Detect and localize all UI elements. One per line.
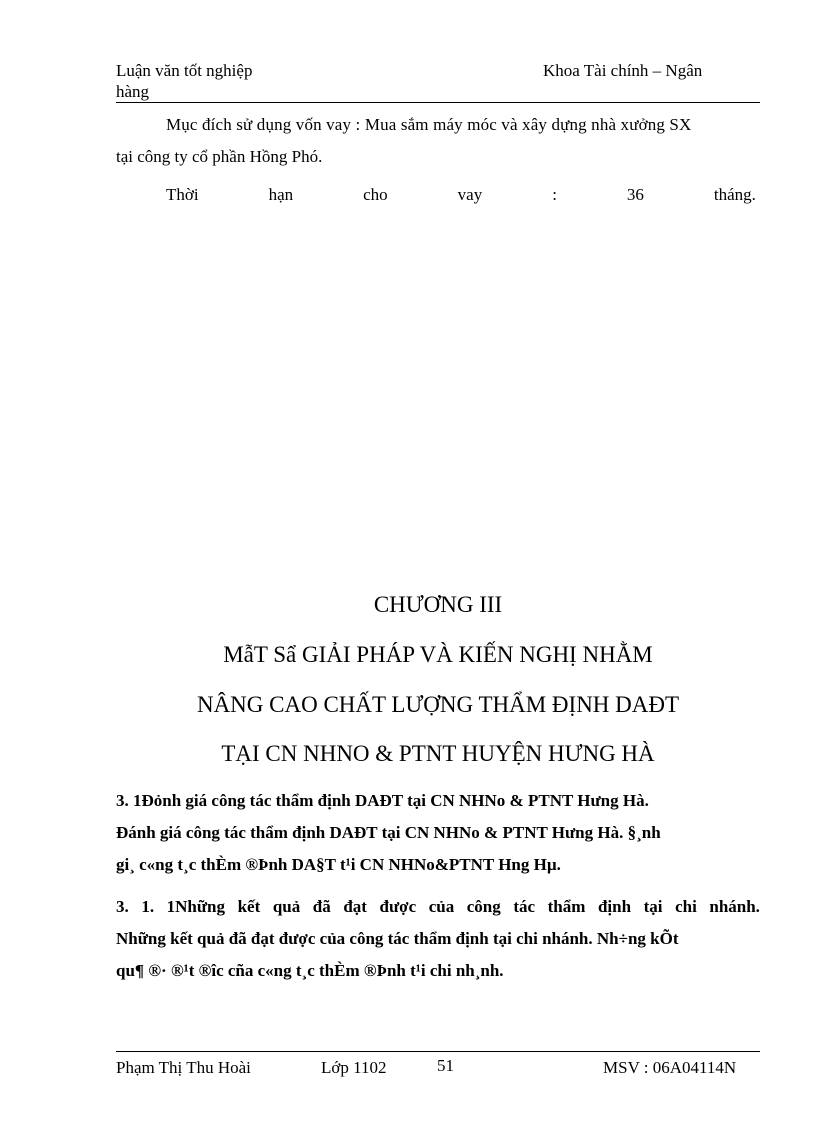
heading-word: chi	[675, 897, 697, 916]
footer-class: Lớp 1102	[321, 1058, 387, 1077]
heading-word: 1.	[141, 897, 155, 916]
header-left-line2: hàng	[116, 82, 150, 101]
section-3-1-1-heading	[116, 896, 760, 918]
heading-word: công	[466, 897, 501, 916]
purpose-line-2: tại công ty cổ phần Hồng Phó.	[116, 147, 323, 166]
heading-word: 3.	[116, 897, 129, 916]
chapter-title-line1: MẫT Sẩ GIẢI PHÁP VÀ KIẾN NGHỊ NHẰM	[223, 642, 653, 667]
section-3-1-heading: 3. 1Đỏnh giá công tác thẩm định DAĐT tại CN NHNo & PTNT Hưng Hà.	[116, 791, 649, 810]
purpose-text-1: Mục đích sử dụng vốn vay : Mua sắm máy móc và xây dựng nhà xưởng SX	[166, 115, 692, 134]
footer-rule	[116, 1051, 760, 1052]
term-word: cho	[363, 185, 388, 204]
term-word: hạn	[268, 185, 294, 204]
footer-page-number: 51	[437, 1056, 454, 1075]
heading-word: của	[428, 897, 455, 916]
heading-word: định	[597, 897, 632, 916]
heading-word: đạt	[343, 897, 367, 916]
header-left-line1: Luận văn tốt nghiệp	[116, 61, 253, 80]
term-word: :	[552, 185, 557, 204]
heading-word: được	[379, 897, 417, 916]
heading-word: tại	[643, 897, 663, 916]
term-word: 36	[626, 185, 644, 204]
section-3-1-line3: gi¸ c«ng t¸c thÈm ®Þnh DA§T t¹i CN NHNo&PTNT Hng Hµ.	[116, 855, 561, 874]
term-word: Thời	[166, 185, 199, 204]
heading-word: kết	[237, 897, 261, 916]
heading-word: thẩm	[547, 897, 586, 916]
section-3-1-1-line2: Những kết quả đã đạt được của công tác thẩm định tại chi nhánh. Nh÷ng kÕt	[116, 929, 679, 948]
heading-word: nhánh.	[709, 897, 760, 916]
term-word: tháng.	[713, 185, 756, 204]
chapter-title-line3: TẠI CN NHNO & PTNT HUYỆN HƯNG HÀ	[221, 741, 655, 766]
section-3-1-1-line3: qu¶ ®· ®¹t ®îc cña c«ng t¸c thÈm ®Þnh t¹i chi nh¸nh.	[116, 961, 504, 980]
heading-word: tác	[513, 897, 536, 916]
section-3-1-line2: Đánh giá công tác thẩm định DAĐT tại CN NHNo & PTNT Hưng Hà. §¸nh	[116, 823, 661, 842]
chapter-number: CHƯƠNG III	[373, 592, 503, 617]
footer-author: Phạm Thị Thu Hoài	[116, 1058, 251, 1077]
loan-term-line	[166, 184, 756, 206]
heading-word: đã	[312, 897, 331, 916]
heading-word: 1Những	[166, 897, 226, 916]
purpose-line-1	[166, 114, 758, 136]
header-right: Khoa Tài chính – Ngân	[543, 61, 703, 80]
chapter-title-line2: NÂNG CAO CHẤT LƯỢNG THẨM ĐỊNH DAĐT	[196, 692, 680, 717]
term-word: vay	[457, 185, 483, 204]
footer-student-id: MSV : 06A04114N	[603, 1058, 737, 1077]
header-rule	[116, 102, 760, 103]
heading-word: quả	[272, 897, 301, 916]
